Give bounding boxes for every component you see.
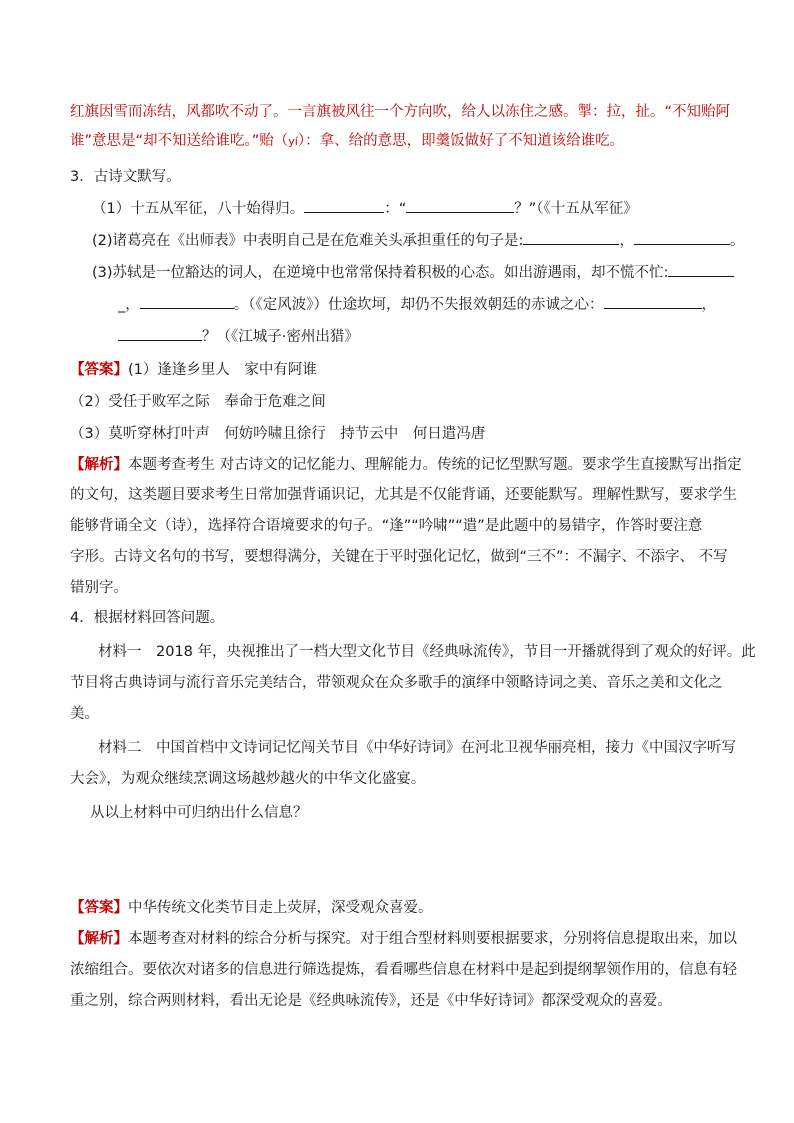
answer-tag: 【答案】 bbox=[70, 900, 128, 916]
answer-blank[interactable] bbox=[406, 198, 514, 213]
answer-blank[interactable] bbox=[634, 230, 730, 245]
q4-analysis-line-3: 重之别，综合两则材料，看出无论是《经典咏流传》，还是《中华好诗词》都深受观众的喜爱。 bbox=[70, 993, 672, 1009]
q3-answer-1: 【答案】(1）逢逢乡里人 家中有阿谁 bbox=[70, 362, 317, 378]
q3-analysis-line-4: 字形。古诗文名句的书写，要想得满分，关键在于平时强化记忆，做到“三不”：不漏字、不添字、 不写 bbox=[70, 549, 728, 565]
intro-line-1: 红旗因雪而冻结，风都吹不动了。一言旗被风往一个方向吹，给人以冻住之感。掣：拉，扯。“不知贻阿 bbox=[70, 104, 731, 120]
intro-explanation bbox=[70, 98, 731, 156]
question-4-title: 4．根据材料回答问题。 bbox=[70, 610, 225, 626]
material-1-line-2: 节目将古典诗词与流行音乐完美结合，带领观众在众多歌手的演绎中领略诗词之美、音乐之美和文化之 bbox=[70, 675, 723, 691]
q3-item-2: (2)诸葛亮在《出师表》中表明自己是在危难关头承担重任的句子是: ， 。 bbox=[70, 227, 728, 256]
question-4 bbox=[70, 604, 756, 1017]
q4-answer: 【答案】中华传统文化类节目走上荧屏，深受观众喜爱。 bbox=[70, 900, 433, 916]
answer-blank[interactable] bbox=[304, 198, 384, 213]
question-3 bbox=[70, 163, 745, 604]
q3-item-3-line-2: _， 。（《定风波》）仕途坎坷，却仍不失报效朝廷的赤诚之心： ， bbox=[70, 291, 728, 320]
material-1-line-3: 美。 bbox=[70, 706, 99, 722]
q3-item-1: （1）十五从军征，八十始得归。 ：“ ？”（《十五从军征》 bbox=[70, 195, 728, 224]
q3-analysis-line-3: 能够背诵全文（诗），选择符合语境要求的句子。“逢”“吟啸”“遣”是此题中的易错字，作答时要注意 bbox=[70, 518, 703, 534]
q3-answer-3: （3）莫听穿林打叶声 何妨吟啸且徐行 持节云中 何日遣冯唐 bbox=[70, 426, 486, 442]
answer-blank[interactable] bbox=[140, 294, 234, 309]
q3-analysis-line-1: 【解析】本题考查考生 对古诗文的记忆能力、理解能力。传统的记忆型默写题。要求学生直接默写出指定 bbox=[70, 457, 742, 473]
q3-answer-2: （2）受任于败军之际 奉命于危难之间 bbox=[70, 394, 326, 410]
q3-analysis-line-2: 的文句，这类题目要求考生日常加强背诵识记，尤其是不仅能背诵，还要能默写。理解性默写，要求学生 bbox=[70, 487, 737, 503]
material-1-line-1: 材料一 2018 年，央视推出了一档大型文化节目《经典咏流传》，节目一开播就得到了观众的好评。此 bbox=[98, 644, 756, 660]
answer-tag: 【答案】 bbox=[70, 362, 128, 378]
q3-item-3-line-3: ？（《江城子·密州出猎》 bbox=[70, 323, 728, 352]
question-3-title: 3．古诗文默写。 bbox=[70, 169, 181, 185]
material-2-line-1: 材料二 中国首档中文诗词记忆闯关节目《中华好诗词》在河北卫视华丽亮相，接力《中国汉字听写 bbox=[98, 740, 736, 756]
material-2-line-2: 大会》，为观众继续烹调这场越炒越火的中华文化盛宴。 bbox=[70, 771, 426, 787]
answer-blank[interactable] bbox=[523, 230, 619, 245]
intro-line-2: 谁”意思是“却不知送给谁吃。”贻（yí）：拿、给的意思，即羹饭做好了不知道该给谁吃。 bbox=[70, 133, 625, 149]
q4-analysis-line-2: 浓缩组合。要依次对诸多的信息进行筛选提炼，看看哪些信息在材料中是起到提纲挈领作用的，信息有轻 bbox=[70, 962, 737, 978]
q3-analysis-line-5: 错别字。 bbox=[70, 580, 128, 596]
question-4-prompt: 从以上材料中可归纳出什么信息？ bbox=[90, 805, 308, 821]
q3-item-3: (3)苏轼是一位豁达的词人，在逆境中也常常保持着积极的心态。如出游遇雨，却不慌不忙: bbox=[70, 259, 728, 288]
answer-blank[interactable] bbox=[668, 262, 734, 277]
q4-analysis-line-1: 【解析】本题考查对材料的综合分析与探究。对于组合型材料则要根据要求，分别将信息提取出来，加以 bbox=[70, 931, 737, 947]
analysis-tag: 【解析】 bbox=[70, 457, 128, 473]
answer-blank[interactable] bbox=[118, 326, 202, 341]
analysis-tag: 【解析】 bbox=[70, 931, 128, 947]
answer-blank[interactable] bbox=[604, 294, 702, 309]
pinyin: yí bbox=[288, 135, 298, 148]
